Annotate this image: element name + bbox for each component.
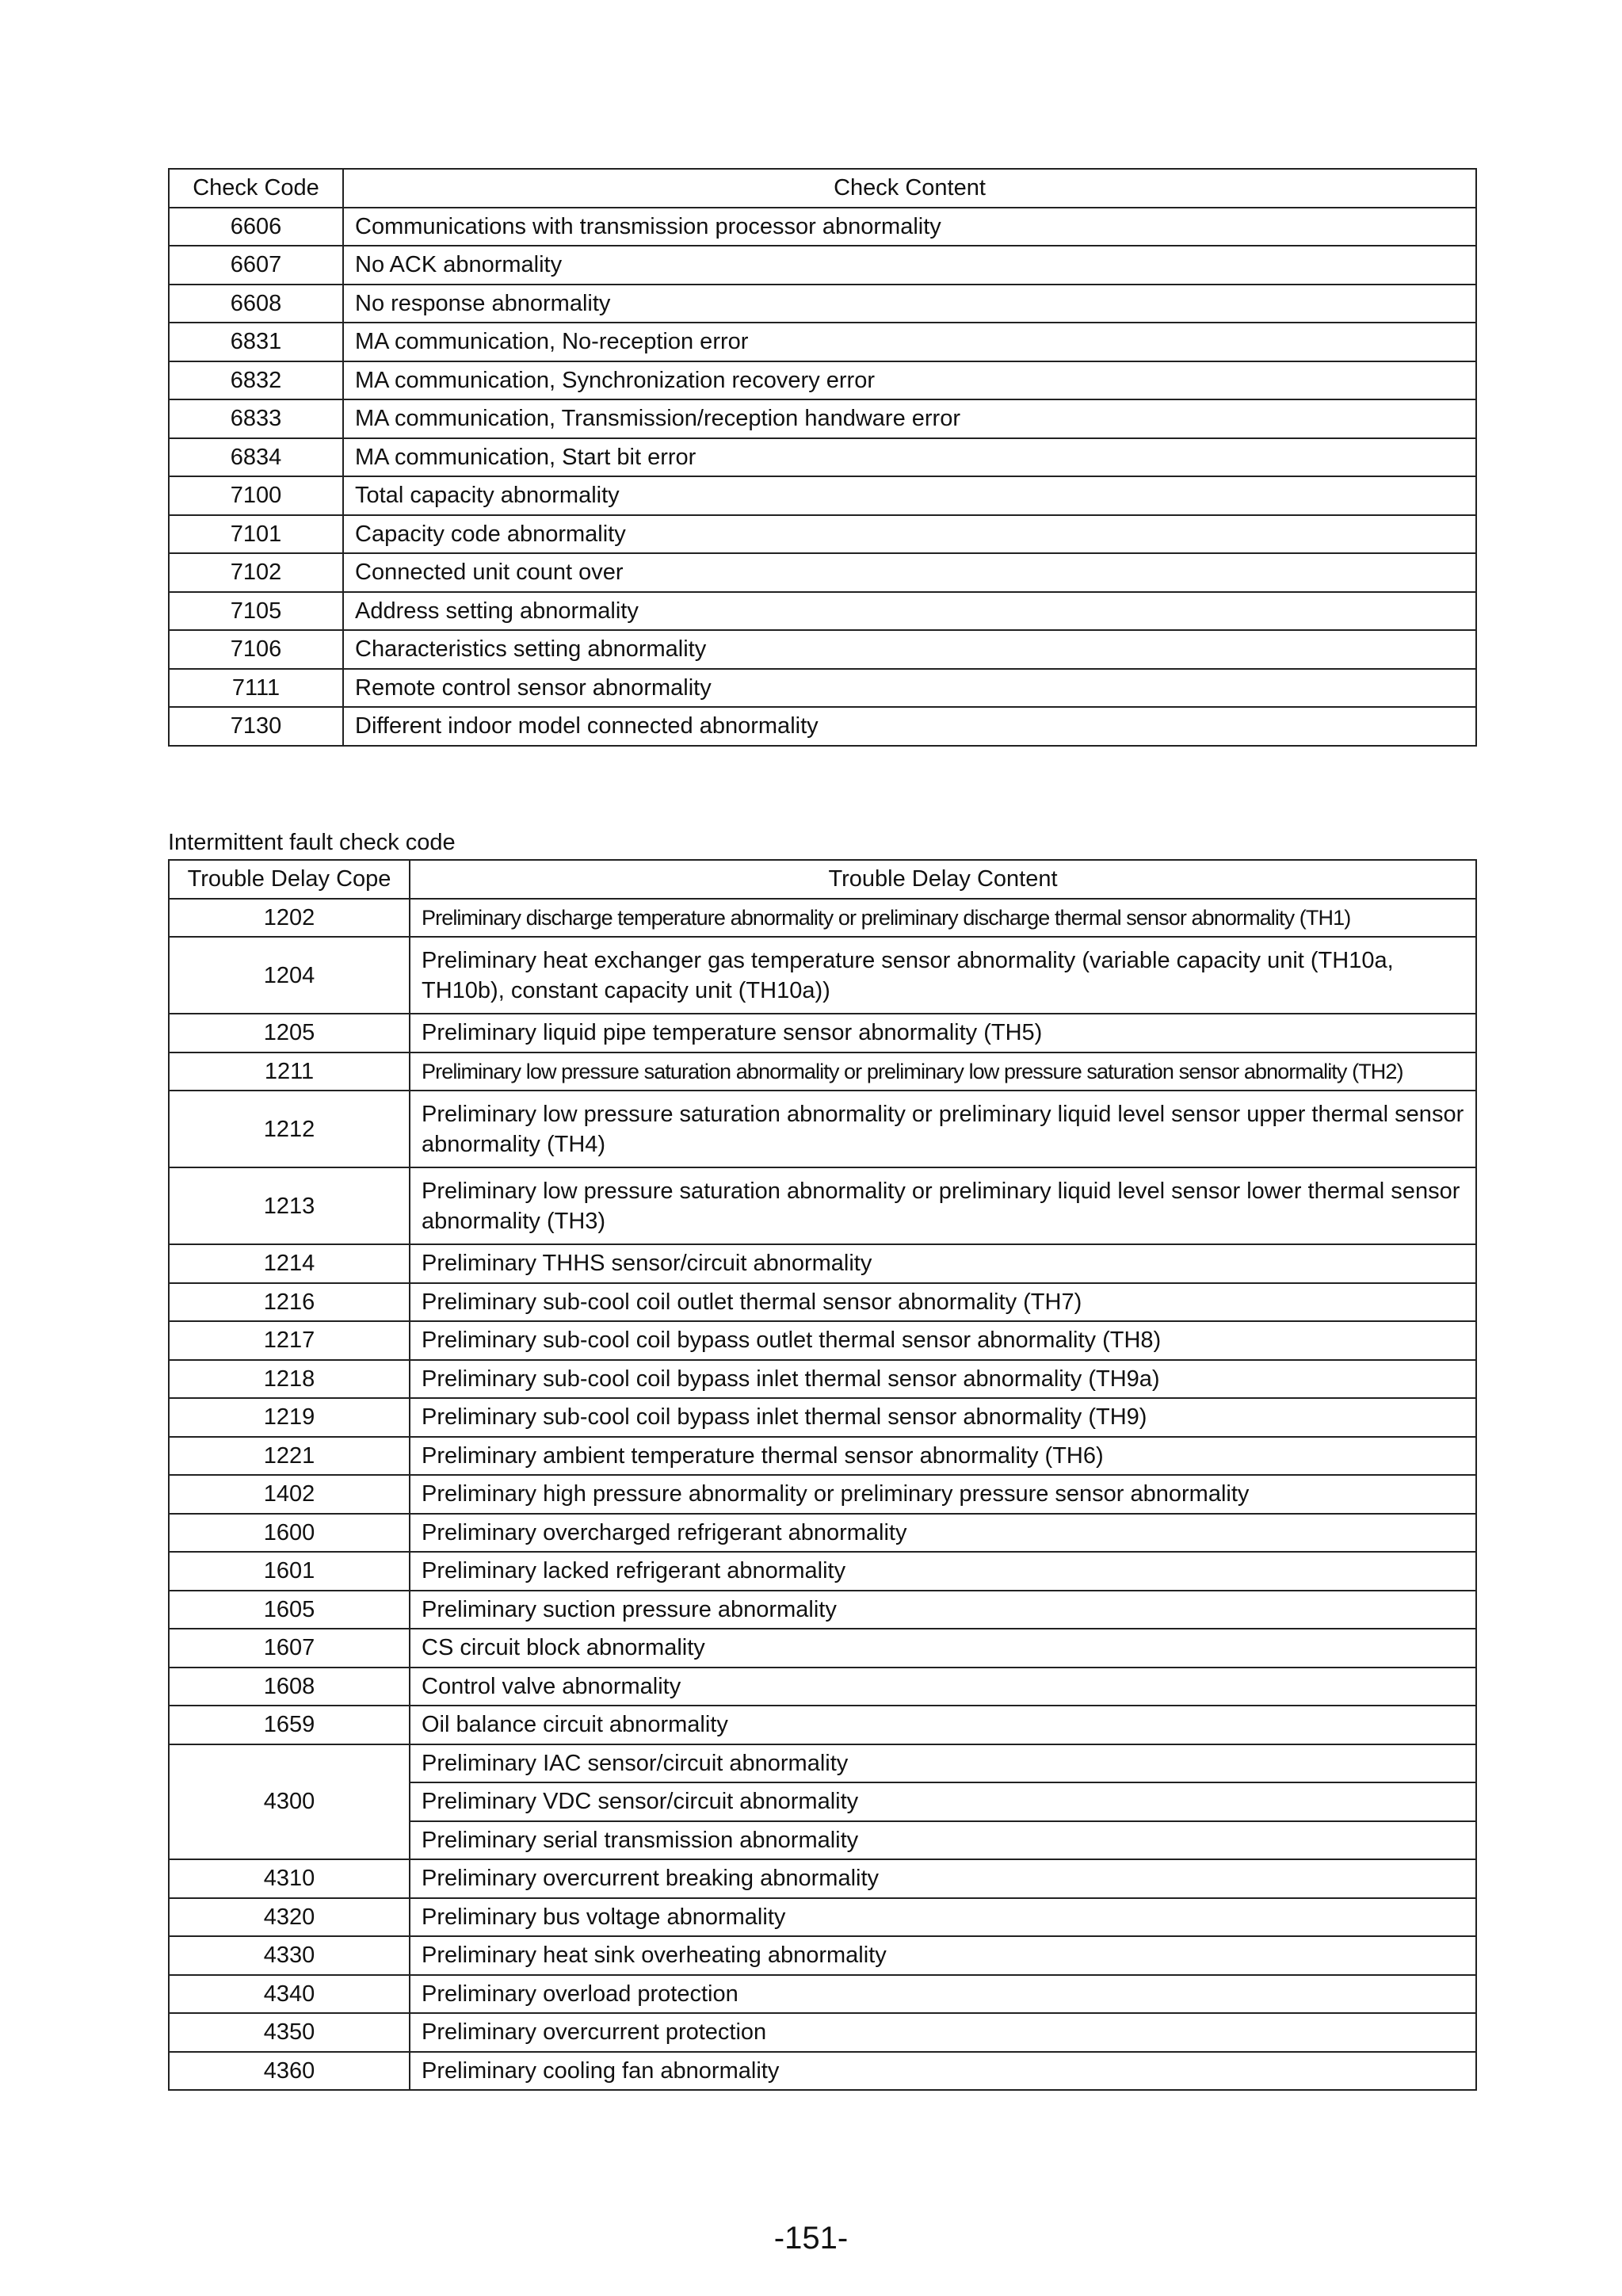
delay-code-cell: 1212 bbox=[169, 1091, 410, 1167]
delay-code-cell: 1219 bbox=[169, 1398, 410, 1437]
table-row bbox=[169, 208, 1476, 246]
table-row bbox=[169, 1360, 1476, 1399]
delay-content-cell: Preliminary ambient temperature thermal sensor abnormality (TH6) bbox=[410, 1437, 1476, 1476]
table-row bbox=[169, 1629, 1476, 1668]
delay-code-cell: 1218 bbox=[169, 1360, 410, 1399]
table-row bbox=[169, 438, 1476, 477]
check-code-cell: 6606 bbox=[169, 208, 343, 246]
delay-content-cell: Preliminary bus voltage abnormality bbox=[410, 1898, 1476, 1937]
table-row bbox=[169, 1706, 1476, 1744]
delay-content-cell: Preliminary overcharged refrigerant abnormality bbox=[410, 1514, 1476, 1553]
check-code-cell: 6832 bbox=[169, 361, 343, 400]
table-row bbox=[169, 1167, 1476, 1244]
delay-content-cell: Preliminary high pressure abnormality or preliminary pressure sensor abnormality bbox=[410, 1475, 1476, 1514]
check-code-cell: 6833 bbox=[169, 399, 343, 438]
check-code-cell: 6834 bbox=[169, 438, 343, 477]
table-row bbox=[169, 1668, 1476, 1706]
trouble-delay-content-header: Trouble Delay Content bbox=[410, 860, 1476, 899]
delay-code-cell: 1211 bbox=[169, 1052, 410, 1091]
table-row bbox=[169, 2052, 1476, 2091]
delay-content-cell: Preliminary cooling fan abnormality bbox=[410, 2052, 1476, 2091]
delay-content-cell: Preliminary low pressure saturation abnormality or preliminary liquid level sensor upper thermal sensor abnormality (TH4) bbox=[410, 1091, 1476, 1167]
delay-content-cell: Preliminary heat sink overheating abnormality bbox=[410, 1936, 1476, 1975]
delay-content-cell: Preliminary sub-cool coil bypass outlet thermal sensor abnormality (TH8) bbox=[410, 1321, 1476, 1360]
delay-content-cell: Control valve abnormality bbox=[410, 1668, 1476, 1706]
check-code-cell: 7105 bbox=[169, 592, 343, 631]
delay-content-cell: Preliminary sub-cool coil outlet thermal sensor abnormality (TH7) bbox=[410, 1283, 1476, 1322]
delay-code-cell: 1213 bbox=[169, 1167, 410, 1244]
check-content-cell: MA communication, Synchronization recovery error bbox=[343, 361, 1476, 400]
table-row bbox=[169, 1052, 1476, 1091]
table-row bbox=[169, 1975, 1476, 2014]
table-row bbox=[169, 1552, 1476, 1591]
trouble-delay-code-header: Trouble Delay Cope bbox=[169, 860, 410, 899]
check-content-cell: No ACK abnormality bbox=[343, 246, 1476, 285]
check-content-cell: MA communication, Transmission/reception handware error bbox=[343, 399, 1476, 438]
check-content-cell: MA communication, Start bit error bbox=[343, 438, 1476, 477]
delay-code-cell: 4310 bbox=[169, 1859, 410, 1898]
check-code-cell: 6607 bbox=[169, 246, 343, 285]
delay-code-cell: 1601 bbox=[169, 1552, 410, 1591]
delay-content-cell: Preliminary overcurrent protection bbox=[410, 2013, 1476, 2052]
delay-content-cell: Preliminary discharge temperature abnormality or preliminary discharge thermal sensor abnormality (TH1) bbox=[410, 899, 1476, 938]
table-header-row bbox=[169, 169, 1476, 208]
table-row bbox=[169, 1244, 1476, 1283]
table-row bbox=[169, 476, 1476, 515]
delay-code-cell: 4300 bbox=[169, 1744, 410, 1860]
delay-code-cell: 1600 bbox=[169, 1514, 410, 1553]
delay-code-cell: 1216 bbox=[169, 1283, 410, 1322]
delay-content-cell: Oil balance circuit abnormality bbox=[410, 1706, 1476, 1744]
check-code-table bbox=[168, 168, 1477, 747]
delay-content-cell: Preliminary IAC sensor/circuit abnormality bbox=[410, 1744, 1476, 1783]
delay-content-cell: CS circuit block abnormality bbox=[410, 1629, 1476, 1668]
delay-code-cell: 1202 bbox=[169, 899, 410, 938]
table-row bbox=[169, 1475, 1476, 1514]
delay-content-cell: Preliminary lacked refrigerant abnormality bbox=[410, 1552, 1476, 1591]
check-content-cell: Remote control sensor abnormality bbox=[343, 669, 1476, 708]
check-code-cell: 6831 bbox=[169, 323, 343, 361]
check-code-cell: 7111 bbox=[169, 669, 343, 708]
table-row bbox=[169, 323, 1476, 361]
page-number: -151- bbox=[773, 2221, 849, 2256]
table-row bbox=[169, 592, 1476, 631]
delay-content-cell: Preliminary serial transmission abnormality bbox=[410, 1821, 1476, 1860]
table-row bbox=[169, 399, 1476, 438]
check-code-cell: 7101 bbox=[169, 515, 343, 554]
delay-content-cell: Preliminary VDC sensor/circuit abnormality bbox=[410, 1782, 1476, 1821]
delay-content-cell: Preliminary liquid pipe temperature sensor abnormality (TH5) bbox=[410, 1014, 1476, 1052]
delay-content-cell: Preliminary sub-cool coil bypass inlet thermal sensor abnormality (TH9) bbox=[410, 1398, 1476, 1437]
check-content-cell: Capacity code abnormality bbox=[343, 515, 1476, 554]
delay-content-cell: Preliminary suction pressure abnormality bbox=[410, 1591, 1476, 1629]
check-content-cell: Connected unit count over bbox=[343, 553, 1476, 592]
check-code-header: Check Code bbox=[169, 169, 343, 208]
table-row bbox=[169, 515, 1476, 554]
delay-code-cell: 1221 bbox=[169, 1437, 410, 1476]
delay-content-cell: Preliminary overcurrent breaking abnormality bbox=[410, 1859, 1476, 1898]
delay-code-cell: 4340 bbox=[169, 1975, 410, 2014]
delay-code-cell: 1659 bbox=[169, 1706, 410, 1744]
delay-code-cell: 4360 bbox=[169, 2052, 410, 2091]
delay-code-cell: 1217 bbox=[169, 1321, 410, 1360]
delay-code-cell: 4350 bbox=[169, 2013, 410, 2052]
section-title: Intermittent fault check code bbox=[168, 830, 456, 855]
check-content-cell: MA communication, No-reception error bbox=[343, 323, 1476, 361]
check-content-header: Check Content bbox=[343, 169, 1476, 208]
table-row bbox=[169, 1283, 1476, 1322]
table-row bbox=[169, 1859, 1476, 1898]
table-row bbox=[169, 361, 1476, 400]
table-row bbox=[169, 2013, 1476, 2052]
check-code-cell: 7130 bbox=[169, 707, 343, 746]
table-row bbox=[169, 707, 1476, 746]
delay-code-cell: 4330 bbox=[169, 1936, 410, 1975]
check-code-cell: 7100 bbox=[169, 476, 343, 515]
table-row bbox=[169, 899, 1476, 938]
table-row bbox=[169, 1091, 1476, 1167]
delay-code-cell: 1607 bbox=[169, 1629, 410, 1668]
table-row bbox=[169, 1514, 1476, 1553]
delay-content-cell: Preliminary low pressure saturation abnormality or preliminary low pressure saturation sensor abnormality (TH2) bbox=[410, 1052, 1476, 1091]
table-row bbox=[169, 937, 1476, 1014]
delay-content-cell: Preliminary heat exchanger gas temperature sensor abnormality (variable capacity unit (TH10a, TH10b), constant capacity unit (TH10a)) bbox=[410, 937, 1476, 1014]
table-row bbox=[169, 1591, 1476, 1629]
table-row bbox=[169, 630, 1476, 669]
table-row bbox=[169, 1014, 1476, 1052]
delay-code-cell: 1214 bbox=[169, 1244, 410, 1283]
table-row bbox=[169, 1898, 1476, 1937]
table-row bbox=[169, 669, 1476, 708]
table-header-row bbox=[169, 860, 1476, 899]
check-content-cell: Different indoor model connected abnormality bbox=[343, 707, 1476, 746]
check-content-cell: No response abnormality bbox=[343, 285, 1476, 323]
table-row bbox=[169, 553, 1476, 592]
delay-code-cell: 1605 bbox=[169, 1591, 410, 1629]
table-row bbox=[169, 285, 1476, 323]
table-row bbox=[169, 246, 1476, 285]
check-content-cell: Characteristics setting abnormality bbox=[343, 630, 1476, 669]
delay-code-cell: 1205 bbox=[169, 1014, 410, 1052]
table-row bbox=[169, 1744, 1476, 1783]
check-code-cell: 7106 bbox=[169, 630, 343, 669]
check-content-cell: Communications with transmission processor abnormality bbox=[343, 208, 1476, 246]
check-content-cell: Total capacity abnormality bbox=[343, 476, 1476, 515]
table-row bbox=[169, 1321, 1476, 1360]
delay-code-cell: 1204 bbox=[169, 937, 410, 1014]
delay-content-cell: Preliminary low pressure saturation abnormality or preliminary liquid level sensor lower thermal sensor abnormality (TH3) bbox=[410, 1167, 1476, 1244]
delay-code-cell: 1402 bbox=[169, 1475, 410, 1514]
delay-content-cell: Preliminary overload protection bbox=[410, 1975, 1476, 2014]
delay-code-cell: 1608 bbox=[169, 1668, 410, 1706]
check-content-cell: Address setting abnormality bbox=[343, 592, 1476, 631]
check-code-cell: 6608 bbox=[169, 285, 343, 323]
table-row bbox=[169, 1398, 1476, 1437]
intermittent-fault-table bbox=[168, 859, 1477, 2091]
delay-content-cell: Preliminary sub-cool coil bypass inlet thermal sensor abnormality (TH9a) bbox=[410, 1360, 1476, 1399]
table-row bbox=[169, 1936, 1476, 1975]
table-row bbox=[169, 1437, 1476, 1476]
delay-code-cell: 4320 bbox=[169, 1898, 410, 1937]
check-code-cell: 7102 bbox=[169, 553, 343, 592]
delay-content-cell: Preliminary THHS sensor/circuit abnormality bbox=[410, 1244, 1476, 1283]
